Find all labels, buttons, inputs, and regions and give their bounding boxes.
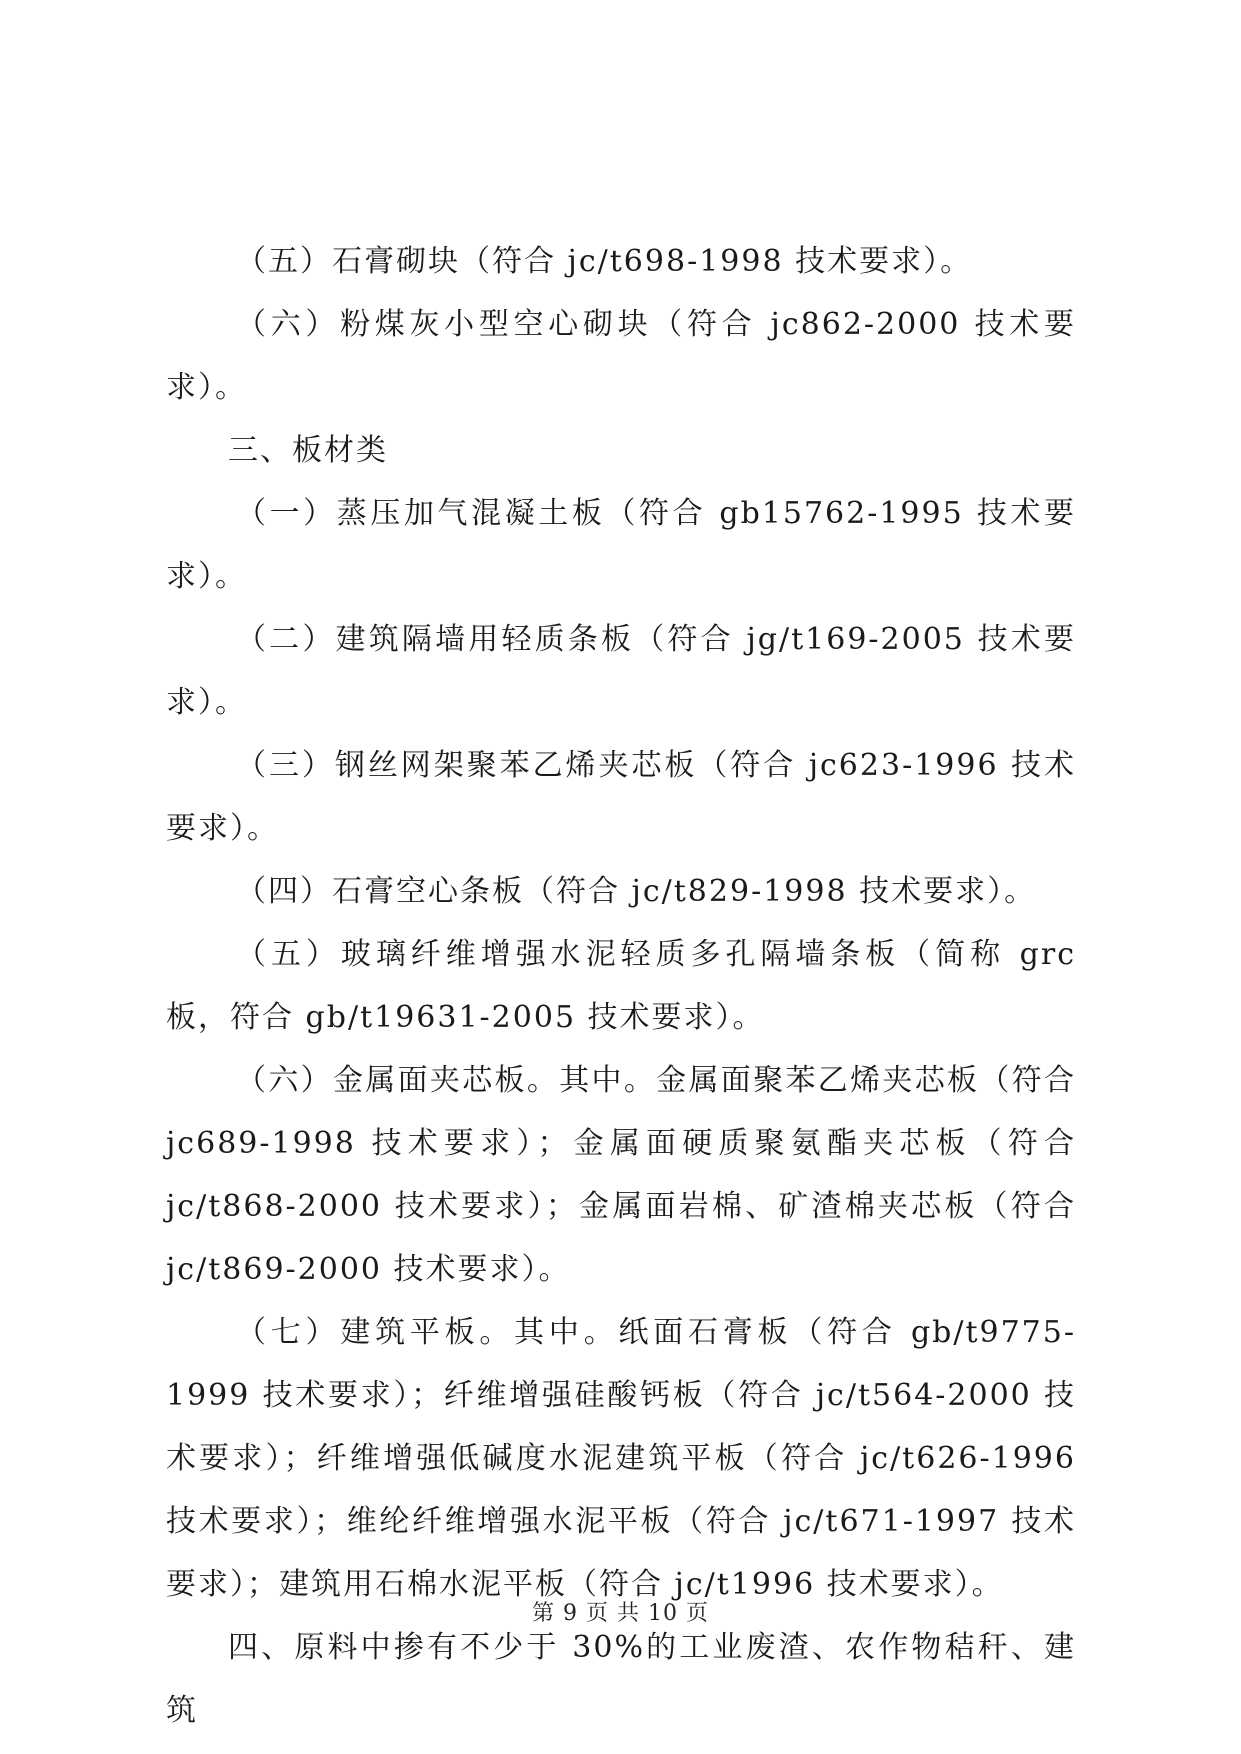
paragraph-steel-mesh-board: （三）钢丝网架聚苯乙烯夹芯板（符合 jc623-1996 技术要求）。: [166, 748, 1076, 846]
paragraph-fly-ash-block: （六）粉煤灰小型空心砌块（符合 jc862-2000 技术要求）。: [166, 307, 1076, 405]
paragraph-grc-board: （五）玻璃纤维增强水泥轻质多孔隔墙条板（简称 grc 板，符合 gb/t19631-2005 技术要求）。: [166, 937, 1076, 1035]
section-heading-waste-materials: 四、原料中掺有不少于 30%的工业废渣、农作物秸秆、建筑: [166, 1630, 1076, 1728]
paragraph-metal-sandwich-board: （六）金属面夹芯板。其中。金属面聚苯乙烯夹芯板（符合 jc689-1998 技术要求）；金属面硬质聚氨酯夹芯板（符合 jc/t868-2000 技术要求）；金属面岩棉、矿渣棉夹芯板（符合 jc/t869-2000 技术要求）。: [166, 1063, 1076, 1287]
document-body: [166, 230, 1076, 1742]
page-number-footer: 第 9 页 共 10 页: [532, 1601, 709, 1626]
paragraph-building-flat-board: （七）建筑平板。其中。纸面石膏板（符合 gb/t9775-1999 技术要求）；纤维增强硅酸钙板（符合 jc/t564-2000 技术要求）；纤维增强低碱度水泥建筑平板（符合 jc/t626-1996 技术要求）；维纶纤维增强水泥平板（符合 jc/t671-1997 技术要求）；建筑用石棉水泥平板（符合 jc/t1996 技术要求）。: [166, 1315, 1076, 1602]
section-heading-boards: 三、板材类: [228, 433, 388, 468]
paragraph-aac-board: （一）蒸压加气混凝土板（符合 gb15762-1995 技术要求）。: [166, 496, 1076, 594]
paragraph-partition-board: （二）建筑隔墙用轻质条板（符合 jg/t169-2005 技术要求）。: [166, 622, 1076, 720]
paragraph-gypsum-hollow-board: （四）石膏空心条板（符合 jc/t829-1998 技术要求）。: [236, 874, 1037, 909]
paragraph-gypsum-block: （五）石膏砌块（符合 jc/t698-1998 技术要求）。: [236, 244, 973, 279]
